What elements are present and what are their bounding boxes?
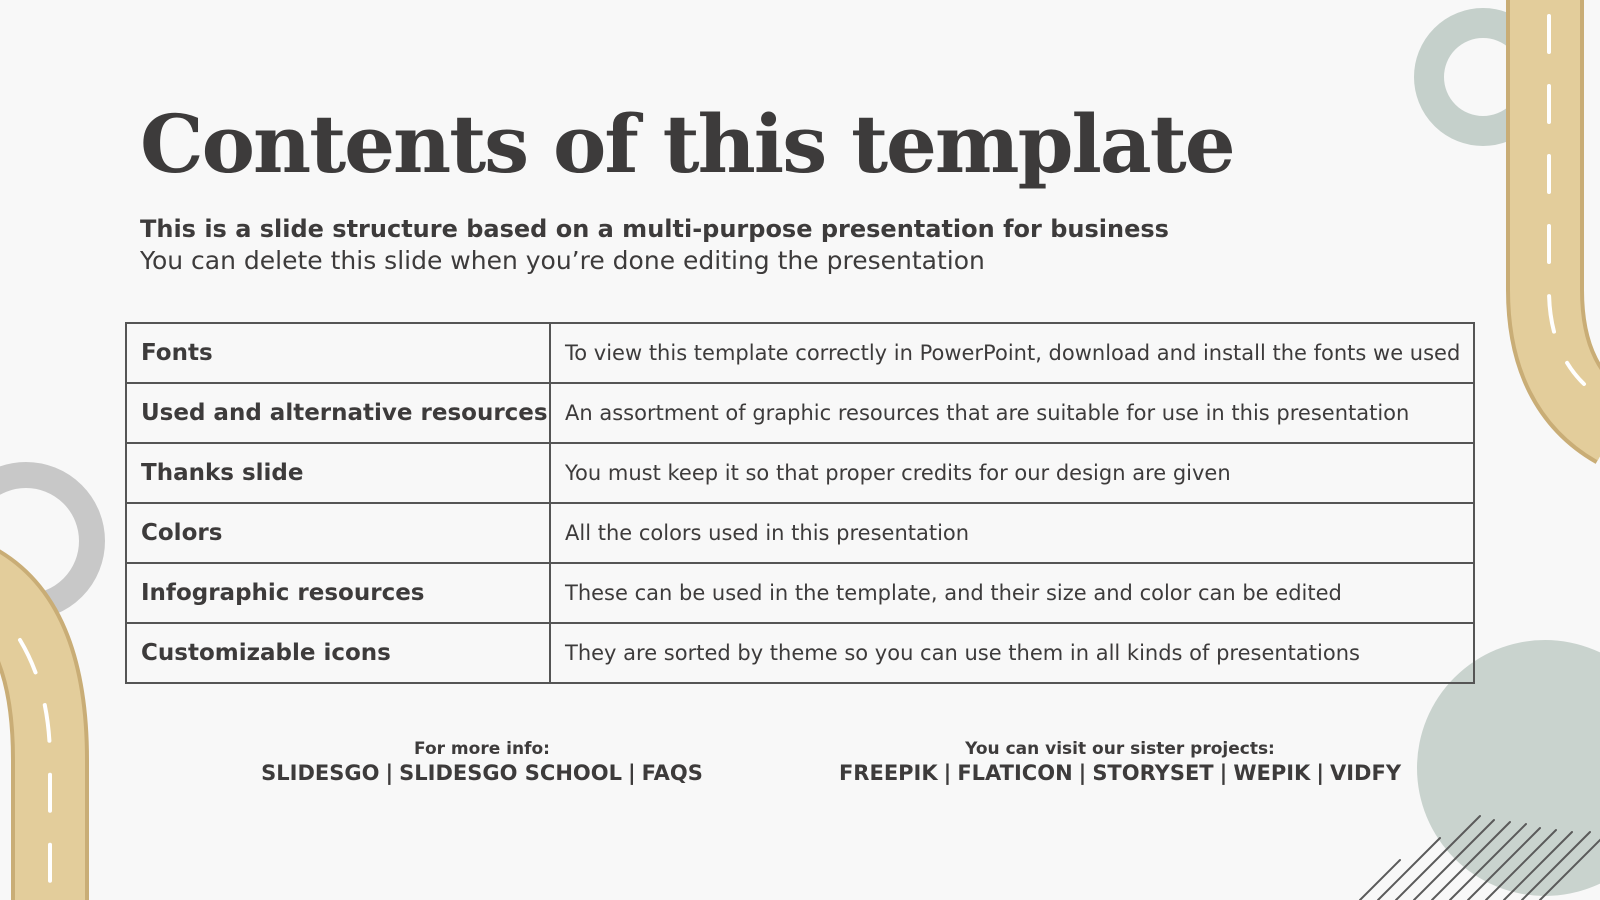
- page-title: Contents of this template: [140, 97, 1234, 191]
- subtitle-regular: You can delete this slide when you’re done editing the presentation: [140, 246, 985, 276]
- bottom-left-road: [0, 580, 50, 900]
- link-separator: |: [1219, 761, 1228, 786]
- link-vidfy[interactable]: VIDFY: [1329, 761, 1402, 786]
- subtitle-bold: This is a slide structure based on a multi-purpose presentation for business: [140, 215, 1169, 243]
- row-description: These can be used in the template, and their size and color can be edited: [550, 563, 1474, 623]
- link-storyset[interactable]: STORYSET: [1092, 761, 1214, 786]
- more-info-caption: For more info:: [414, 739, 550, 759]
- link-slidesgo-school[interactable]: SLIDESGO SCHOOL: [399, 761, 622, 786]
- row-label: Thanks slide: [126, 443, 550, 503]
- table-row: [126, 623, 1474, 683]
- link-separator: |: [627, 761, 636, 786]
- sister-projects-row: [830, 760, 1410, 787]
- top-right-road: [1545, 0, 1600, 430]
- table-row: [126, 443, 1474, 503]
- contents-table: [125, 322, 1475, 684]
- link-freepik[interactable]: FREEPIK: [838, 761, 938, 786]
- row-description: All the colors used in this presentation: [550, 503, 1474, 563]
- table-row: [126, 383, 1474, 443]
- sister-projects-caption: You can visit our sister projects:: [965, 739, 1275, 759]
- row-label: Fonts: [126, 323, 550, 383]
- link-separator: |: [385, 761, 394, 786]
- row-description: To view this template correctly in PowerPoint, download and install the fonts we used: [550, 323, 1474, 383]
- more-info-links: [232, 738, 732, 787]
- table-row: [126, 563, 1474, 623]
- link-separator: |: [1078, 761, 1087, 786]
- row-description: You must keep it so that proper credits for our design are given: [550, 443, 1474, 503]
- row-label: Used and alternative resources: [126, 383, 550, 443]
- link-faqs[interactable]: FAQS: [641, 761, 703, 786]
- link-flaticon[interactable]: FLATICON: [957, 761, 1073, 786]
- table-row: [126, 503, 1474, 563]
- row-label: Customizable icons: [126, 623, 550, 683]
- link-separator: |: [943, 761, 952, 786]
- row-description: They are sorted by theme so you can use them in all kinds of presentations: [550, 623, 1474, 683]
- sister-projects-links: [830, 738, 1410, 787]
- more-info-row: [232, 760, 732, 787]
- row-description: An assortment of graphic resources that are suitable for use in this presentation: [550, 383, 1474, 443]
- link-wepik[interactable]: WEPIK: [1233, 761, 1311, 786]
- link-slidesgo[interactable]: SLIDESGO: [261, 761, 380, 786]
- link-separator: |: [1316, 761, 1324, 786]
- row-label: Infographic resources: [126, 563, 550, 623]
- table-row: [126, 323, 1474, 383]
- subtitle: [140, 214, 1169, 278]
- row-label: Colors: [126, 503, 550, 563]
